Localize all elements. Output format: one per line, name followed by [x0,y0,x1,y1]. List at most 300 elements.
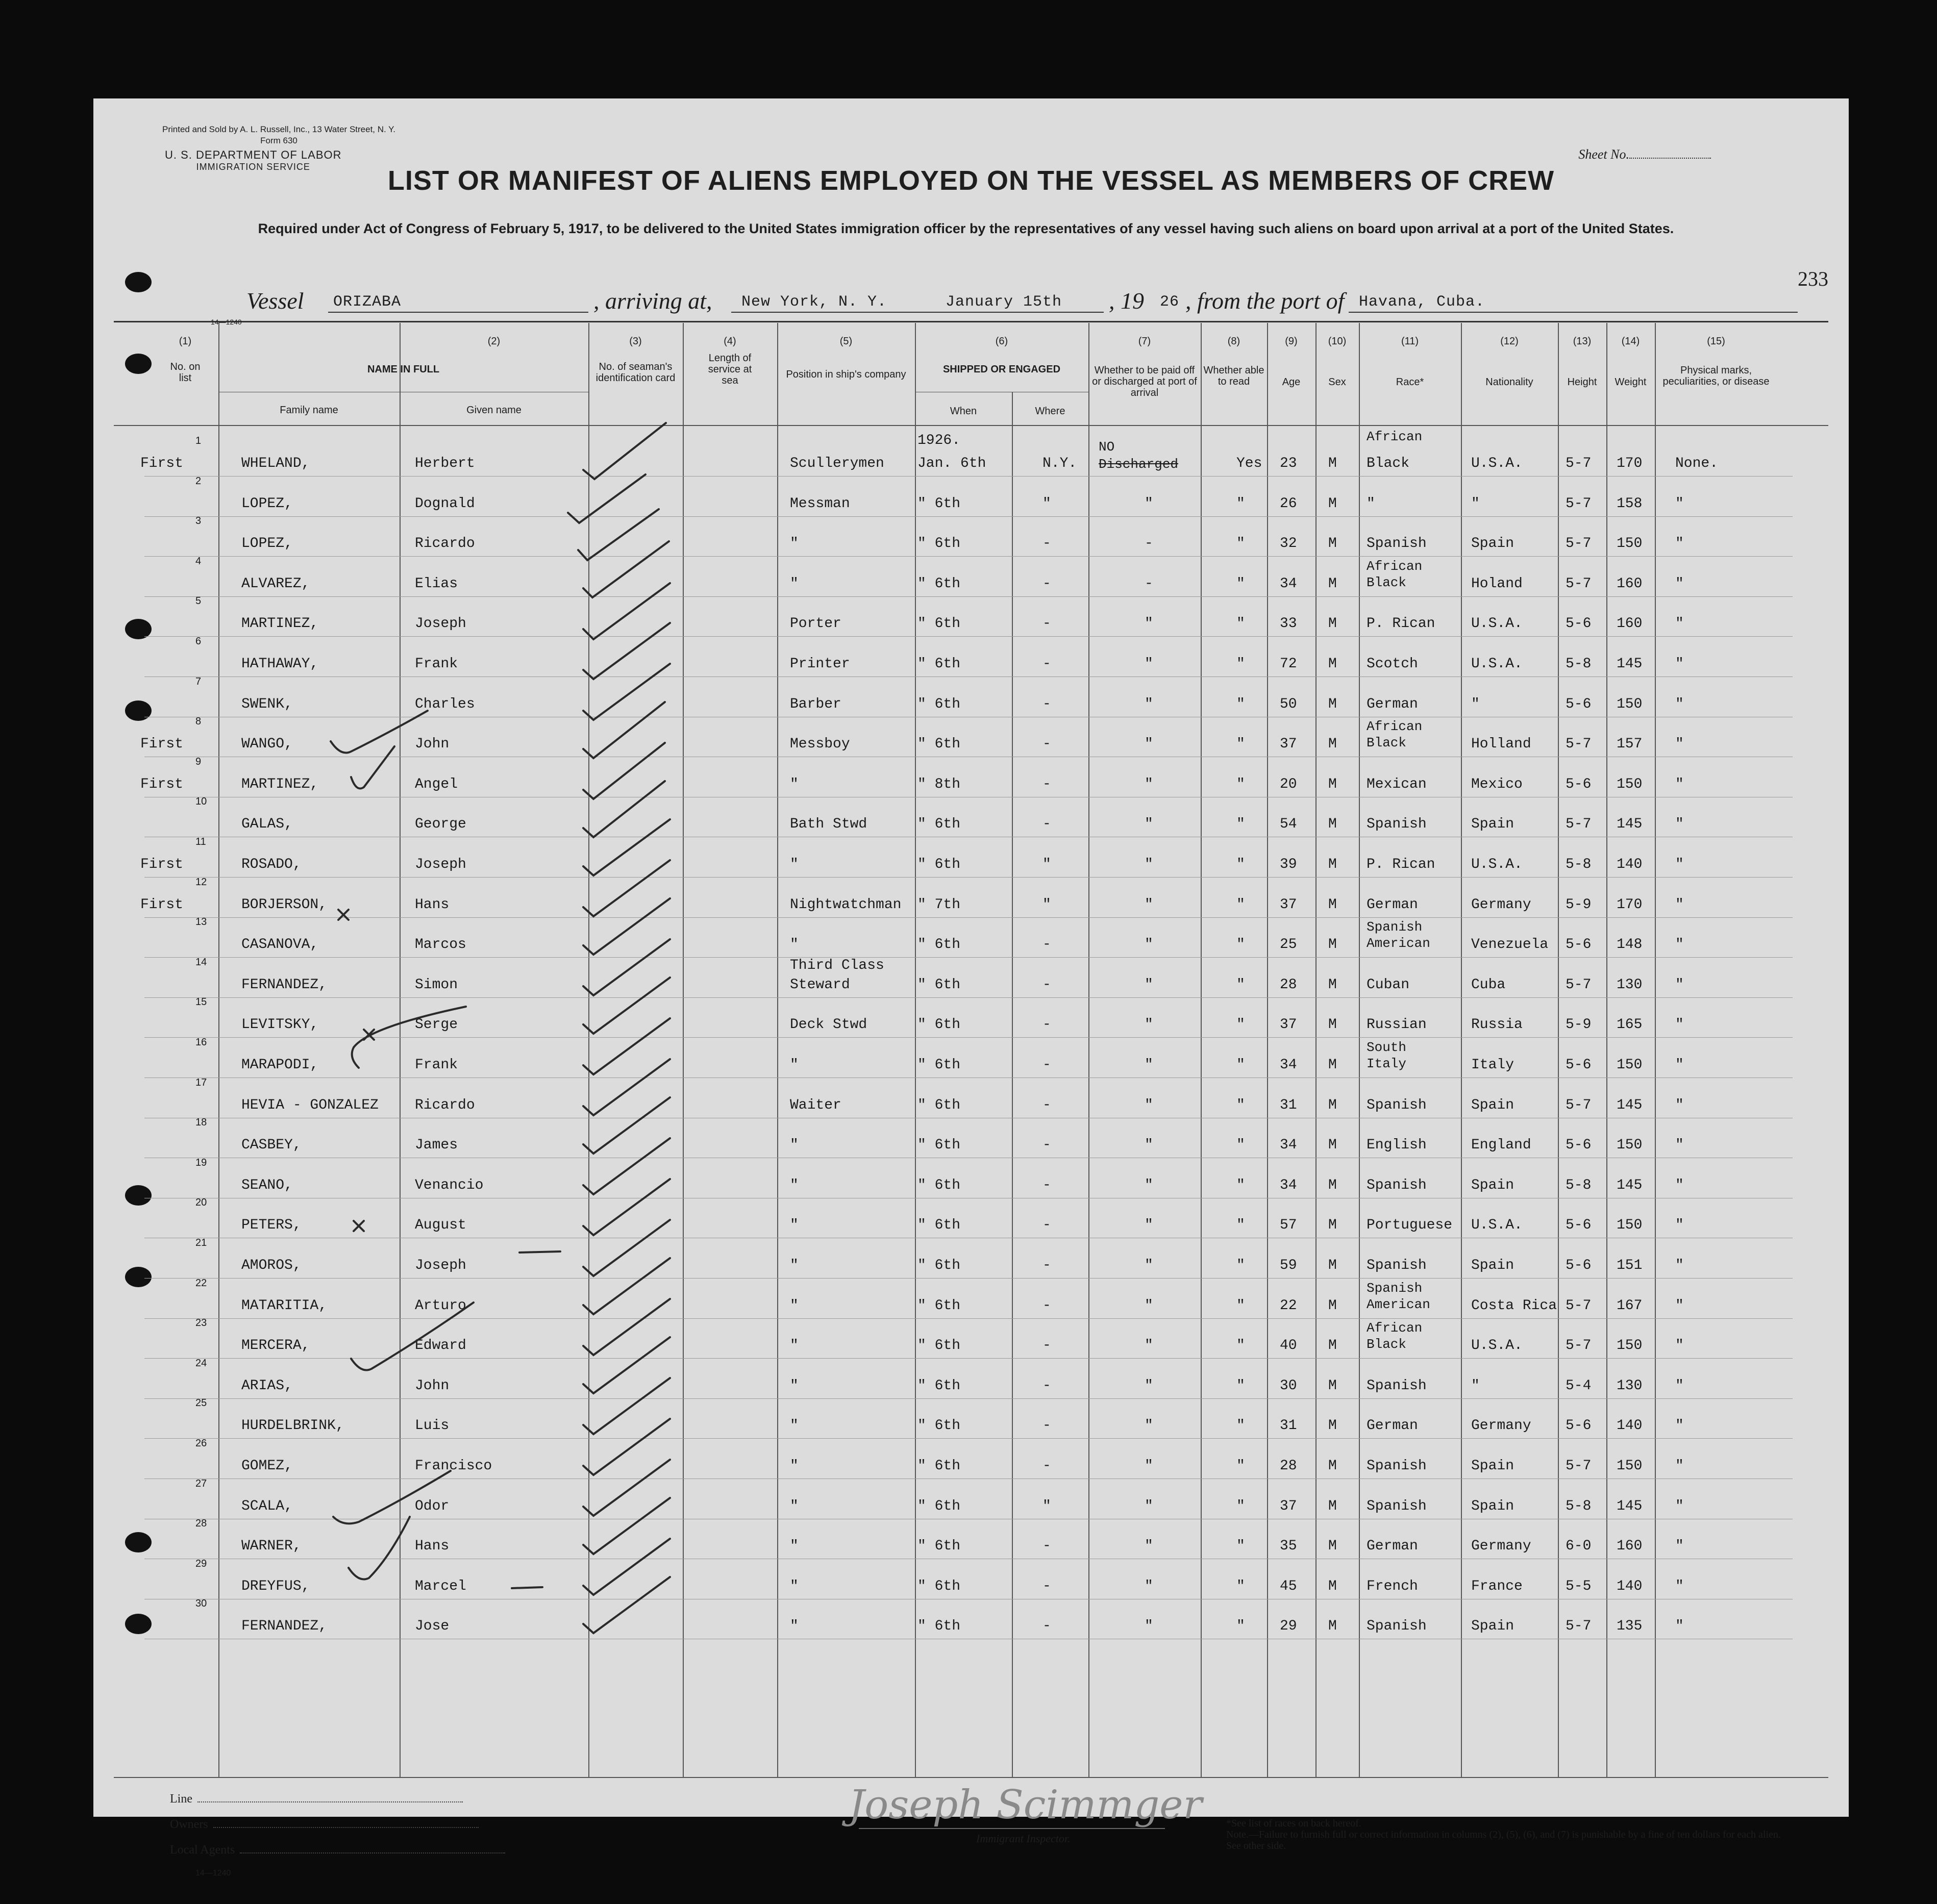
checkmark [583,664,670,720]
weight: 145 [1617,816,1643,833]
checkmark [583,1258,670,1314]
height: 5-4 [1566,1377,1592,1394]
nationality: Spain [1471,1458,1514,1474]
paid-off: " [1145,816,1153,833]
physical-marks: " [1675,776,1684,792]
col11-number: (11) [1401,336,1419,347]
nationality: " [1471,1377,1480,1394]
age: 26 [1280,495,1297,512]
port-label: , from the port of [1185,288,1345,314]
age: 59 [1280,1258,1297,1273]
race: Spanish [1367,1458,1427,1474]
col7-number: (7) [1138,336,1151,347]
nationality: Spain [1471,1498,1514,1514]
shipped-where: - [1042,1097,1051,1113]
sex: M [1328,1578,1337,1594]
row-number: 8 [195,716,202,728]
position: " [790,776,799,792]
col2-family-header: Family name [280,405,338,416]
position: Deck Stwd [790,1017,867,1033]
given-name: Odor [415,1498,450,1514]
able-to-read: " [1236,736,1245,753]
given-name: Hans [415,1538,450,1555]
row-number: 28 [195,1518,207,1530]
shipped-when: " 6th [917,857,961,872]
shipped-when: " 7th [917,896,961,913]
physical-marks: " [1675,616,1684,632]
nationality: England [1471,1137,1531,1154]
able-to-read: " [1236,1177,1245,1193]
shipped-where: - [1042,1377,1051,1394]
physical-marks: None. [1675,456,1719,471]
given-name: Arturo [415,1297,466,1314]
age: 31 [1280,1418,1297,1434]
paid-off: " [1145,1017,1153,1033]
name-checkmark [333,1471,451,1523]
paid-off: " [1145,736,1153,753]
row-number: 6 [195,636,202,647]
position: " [790,1137,799,1154]
checkmark [583,1419,670,1475]
given-name: Elias [415,575,458,592]
able-to-read: " [1236,1057,1245,1073]
sex: M [1328,696,1337,712]
shipped-when: " 6th [917,575,961,592]
weight: 150 [1617,696,1643,712]
race: Spanish [1367,1280,1423,1296]
position-line2: Steward [790,976,850,993]
physical-marks: " [1675,816,1684,833]
sex: M [1328,536,1337,552]
age: 23 [1280,456,1297,471]
sex: M [1328,937,1337,953]
shipped-where: - [1042,1258,1051,1273]
age: 31 [1280,1097,1297,1113]
given-name: Edward [415,1338,466,1354]
sex: M [1328,1538,1337,1555]
vessel-label: Vessel [246,288,304,314]
position: " [790,1538,799,1555]
col14-header: Weight [1615,377,1647,388]
paid-off: " [1145,937,1153,953]
height: 5-6 [1566,1217,1592,1234]
race: Spanish [1367,1258,1427,1273]
height: 5-7 [1566,1618,1592,1635]
row-number: 30 [195,1598,207,1610]
dash-mark [512,1587,542,1588]
weight: 150 [1617,1458,1643,1474]
form-number: Form 630 [260,136,297,145]
family-name: AMOROS, [241,1258,302,1273]
family-name: MARAPODI, [241,1057,319,1073]
col7-header: Whether to be paid off or discharged at port of arrival [1092,365,1197,398]
position: Waiter [790,1097,841,1113]
shipped-where: " [1042,896,1051,913]
position: " [790,1377,799,1394]
position: Nightwatchman [790,896,902,913]
nationality: Costa Rica [1471,1297,1557,1314]
position: Messman [790,495,850,512]
age: 50 [1280,696,1297,712]
nationality: Spain [1471,1618,1514,1635]
given-name: Marcel [415,1578,466,1594]
height: 5-7 [1566,816,1592,833]
local-agents-field: Local Agents [170,1843,505,1857]
able-to-read: " [1236,1097,1245,1113]
sex: M [1328,1377,1337,1394]
height: 5-8 [1566,857,1592,872]
shipped-where: - [1042,1458,1051,1474]
footer-form-code: 14—1240 [195,1869,231,1877]
height: 5-9 [1566,1017,1592,1033]
name-checkmark [331,711,428,753]
race: Mexican [1367,776,1427,792]
race: Black [1367,456,1410,471]
nationality: Holand [1471,575,1523,592]
shipped-when: " 6th [917,696,961,712]
row-number: 17 [195,1076,207,1088]
able-to-read: " [1236,776,1245,792]
given-name: Venancio [415,1177,484,1193]
height: 5-8 [1566,1177,1592,1193]
year-value: 26 [1160,293,1180,311]
race: Russian [1367,1017,1427,1033]
row-number: 14 [195,956,207,968]
given-name: Francisco [415,1458,492,1474]
given-name: Marcos [415,937,466,953]
sex: M [1328,776,1337,792]
shipped-when: Jan. 6th [917,456,986,471]
row-number: 22 [195,1277,207,1289]
sex: M [1328,1498,1337,1514]
row-number: 25 [195,1397,207,1409]
physical-marks: " [1675,656,1684,672]
age: 72 [1280,656,1297,672]
age: 37 [1280,736,1297,753]
row-number: 1 [195,435,202,446]
col6-when-header: When [950,406,977,417]
family-name: DREYFUS, [241,1578,310,1594]
checkmark [583,1179,670,1235]
paid-off: " [1145,776,1153,792]
race: African [1367,1320,1423,1336]
row-number: 9 [195,756,202,767]
col2-number: (2) [487,336,501,347]
physical-marks: " [1675,1538,1684,1555]
physical-marks: " [1675,896,1684,913]
position: " [790,1578,799,1594]
position: " [790,1338,799,1354]
given-name: Serge [415,1017,458,1033]
able-to-read: " [1236,1137,1245,1154]
family-name: ARIAS, [241,1377,293,1394]
vessel-name: ORIZABA [333,293,402,311]
col14-number: (14) [1621,336,1640,347]
weight: 148 [1617,937,1643,953]
form-code: 14—1240 [211,318,242,326]
name-checkmark [352,1007,466,1068]
weight: 150 [1617,1057,1643,1073]
family-name: LOPEZ, [241,495,293,512]
shipped-when: " 6th [917,1578,961,1594]
checkmark [583,541,669,597]
race: P. Rican [1367,616,1435,632]
checkmark [583,702,665,758]
paid-off: " [1145,976,1153,993]
age: 34 [1280,1177,1297,1193]
checkmark [583,1018,670,1074]
nationality: " [1471,495,1480,512]
physical-marks: " [1675,1258,1684,1273]
family-name: MATARITIA, [241,1297,328,1314]
paid-off: " [1145,1338,1153,1354]
weight: 160 [1617,575,1643,592]
department-name: U. S. DEPARTMENT OF LABOR [165,148,342,161]
shipped-when: " 6th [917,1618,961,1635]
weight: 150 [1617,1338,1643,1354]
inspector-signature: Joseph Scimmger [849,1782,1202,1828]
age: 57 [1280,1217,1297,1234]
race: Spanish [1367,919,1423,935]
physical-marks: " [1675,736,1684,753]
shipped-where: - [1042,656,1051,672]
weight: 145 [1617,656,1643,672]
row-number: 16 [195,1037,207,1048]
able-to-read: " [1236,1017,1245,1033]
shipped-when: " 6th [917,1177,961,1193]
family-name: WARNER, [241,1538,302,1555]
weight: 130 [1617,976,1643,993]
position: " [790,1258,799,1273]
physical-marks: " [1675,1418,1684,1434]
given-name: Frank [415,1057,458,1073]
physical-marks: " [1675,1137,1684,1154]
race-line2: Italy [1367,1056,1407,1071]
shipped-where: - [1042,1538,1051,1555]
col13-number: (13) [1573,336,1592,347]
paid-struck-text: Discharged [1099,457,1179,472]
family-name: MARTINEZ, [241,776,319,792]
sex: M [1328,1297,1337,1314]
race: Portuguese [1367,1217,1453,1234]
weight: 165 [1617,1017,1643,1033]
shipped-when: " 6th [917,1458,961,1474]
paid-off: " [1145,1297,1153,1314]
given-name: Joseph [415,1258,466,1273]
paid-off: " [1145,656,1153,672]
footnote-races: *See list of races on back hereof. [1226,1818,1361,1829]
age: 35 [1280,1538,1297,1555]
col4-header: Length of service at sea [708,353,752,386]
physical-marks: " [1675,1578,1684,1594]
shipped-when: " 6th [917,1217,961,1234]
able-to-read: " [1236,656,1245,672]
shipped-where: - [1042,937,1051,953]
row-number: 3 [195,515,202,527]
given-name: Frank [415,656,458,672]
paid-off: - [1145,536,1153,552]
manifest-sheet [93,98,1849,1877]
paid-off: - [1145,575,1153,592]
departure-port: Havana, Cuba. [1359,293,1485,311]
height: 5-7 [1566,1458,1592,1474]
race-line2: American [1367,1296,1430,1312]
sheet-number-label: Sheet No. [1578,147,1629,162]
age: 28 [1280,976,1297,993]
paid-annotation: NO [1099,439,1115,455]
height: 5-7 [1566,1097,1592,1113]
row-number: 15 [195,996,207,1008]
row-number: 27 [195,1477,207,1489]
position: " [790,1458,799,1474]
position: " [790,1297,799,1314]
able-to-read: " [1236,1618,1245,1635]
sex: M [1328,816,1337,833]
physical-marks: " [1675,937,1684,953]
col15-number: (15) [1707,336,1725,347]
given-name: John [415,1377,450,1394]
shipped-when: " 6th [917,736,961,753]
age: 32 [1280,536,1297,552]
nationality: " [1471,696,1480,712]
sex: M [1328,1618,1337,1635]
paid-off: " [1145,1217,1153,1234]
given-name: George [415,816,466,833]
given-name: John [415,736,450,753]
shipped-where: - [1042,1618,1051,1635]
race: German [1367,1538,1418,1555]
shipped-where: - [1042,1057,1051,1073]
race: African [1367,719,1423,735]
year-annotation: 1926. [917,433,961,448]
nationality: Cuba [1471,976,1506,993]
shipped-where: " [1042,1498,1051,1514]
row-margin-note: First [140,456,184,471]
paid-off: " [1145,1377,1153,1394]
row-number: 26 [195,1438,207,1449]
weight: 140 [1617,1418,1643,1434]
checkmark [568,474,645,523]
able-to-read: " [1236,575,1245,592]
sex: M [1328,1418,1337,1434]
weight: 170 [1617,896,1643,913]
race: French [1367,1578,1418,1594]
race: P. Rican [1367,857,1435,872]
position: " [790,1177,799,1193]
given-name: Simon [415,976,458,993]
shipped-when: " 6th [917,1538,961,1555]
given-name: Jose [415,1618,450,1635]
shipped-when: " 6th [917,1498,961,1514]
checkmark [583,583,670,639]
sex: M [1328,857,1337,872]
age: 29 [1280,1618,1297,1635]
weight: 150 [1617,536,1643,552]
height: 5-8 [1566,656,1592,672]
row-number: 12 [195,876,207,888]
row-number: 23 [195,1317,207,1329]
row-number: 29 [195,1558,207,1569]
row-number: 11 [195,836,206,847]
col4-number: (4) [724,336,736,347]
race-line2: American [1367,936,1430,951]
paid-off: " [1145,1498,1153,1514]
height: 5-6 [1566,1418,1592,1434]
checkmark [583,978,670,1034]
shipped-when: " 6th [917,1057,961,1073]
row-margin-note: First [140,896,184,913]
col12-number: (12) [1500,336,1519,347]
nationality: Spain [1471,1097,1514,1113]
shipped-when: " 6th [917,1418,961,1434]
able-to-read: " [1236,696,1245,712]
handwritten-checkmarks [93,98,1849,1817]
name-checkmark [351,746,394,789]
weight: 150 [1617,1217,1643,1234]
paid-off: " [1145,1458,1153,1474]
sex: M [1328,1338,1337,1354]
name-checkmark [351,1302,474,1370]
given-name: Charles [415,696,475,712]
age: 34 [1280,1137,1297,1154]
sex: M [1328,656,1337,672]
weight: 151 [1617,1258,1643,1273]
given-name: Joseph [415,857,466,872]
col13-header: Height [1567,377,1597,388]
arriving-label: , arriving at, [593,288,712,314]
race: German [1367,896,1418,913]
height: 5-7 [1566,1338,1592,1354]
printer-text: Printed and Sold by A. L. Russell, Inc., 13 Water Street, N. Y. [162,124,396,134]
physical-marks: " [1675,1217,1684,1234]
family-name: FERNANDEZ, [241,976,328,993]
cross-mark [354,1221,364,1231]
able-to-read: " [1236,857,1245,872]
age: 40 [1280,1338,1297,1354]
family-name: ALVAREZ, [241,575,310,592]
checkmark [583,1498,670,1554]
shipped-where: - [1042,776,1051,792]
shipped-when: " 6th [917,976,961,993]
shipped-where: - [1042,1297,1051,1314]
sex: M [1328,1458,1337,1474]
height: 5-7 [1566,495,1592,512]
physical-marks: " [1675,1498,1684,1514]
checkmark [583,898,670,955]
able-to-read: " [1236,1418,1245,1434]
given-name: Ricardo [415,1097,475,1113]
position: " [790,575,799,592]
race: Scotch [1367,656,1418,672]
weight: 157 [1617,736,1643,753]
shipped-when: " 6th [917,536,961,552]
shipped-where: - [1042,1137,1051,1154]
shipped-where: " [1042,495,1051,512]
sex: M [1328,1017,1337,1033]
able-to-read: " [1236,1377,1245,1394]
able-to-read: " [1236,937,1245,953]
age: 34 [1280,575,1297,592]
shipped-where: - [1042,1418,1051,1434]
race: Spanish [1367,536,1427,552]
race: Spanish [1367,816,1427,833]
page-subtitle: Required under Act of Congress of February 5, 1917, to be delivered to the United States immigration officer by the representatives of any vessel having such aliens on board upon arrival at a port of the United States. [258,221,1674,236]
col2-header: NAME IN FULL [367,364,440,375]
checkmark [578,509,659,560]
col3-header: No. of seaman's identification card [595,361,676,384]
row-number: 5 [195,595,202,607]
physical-marks: " [1675,495,1684,512]
